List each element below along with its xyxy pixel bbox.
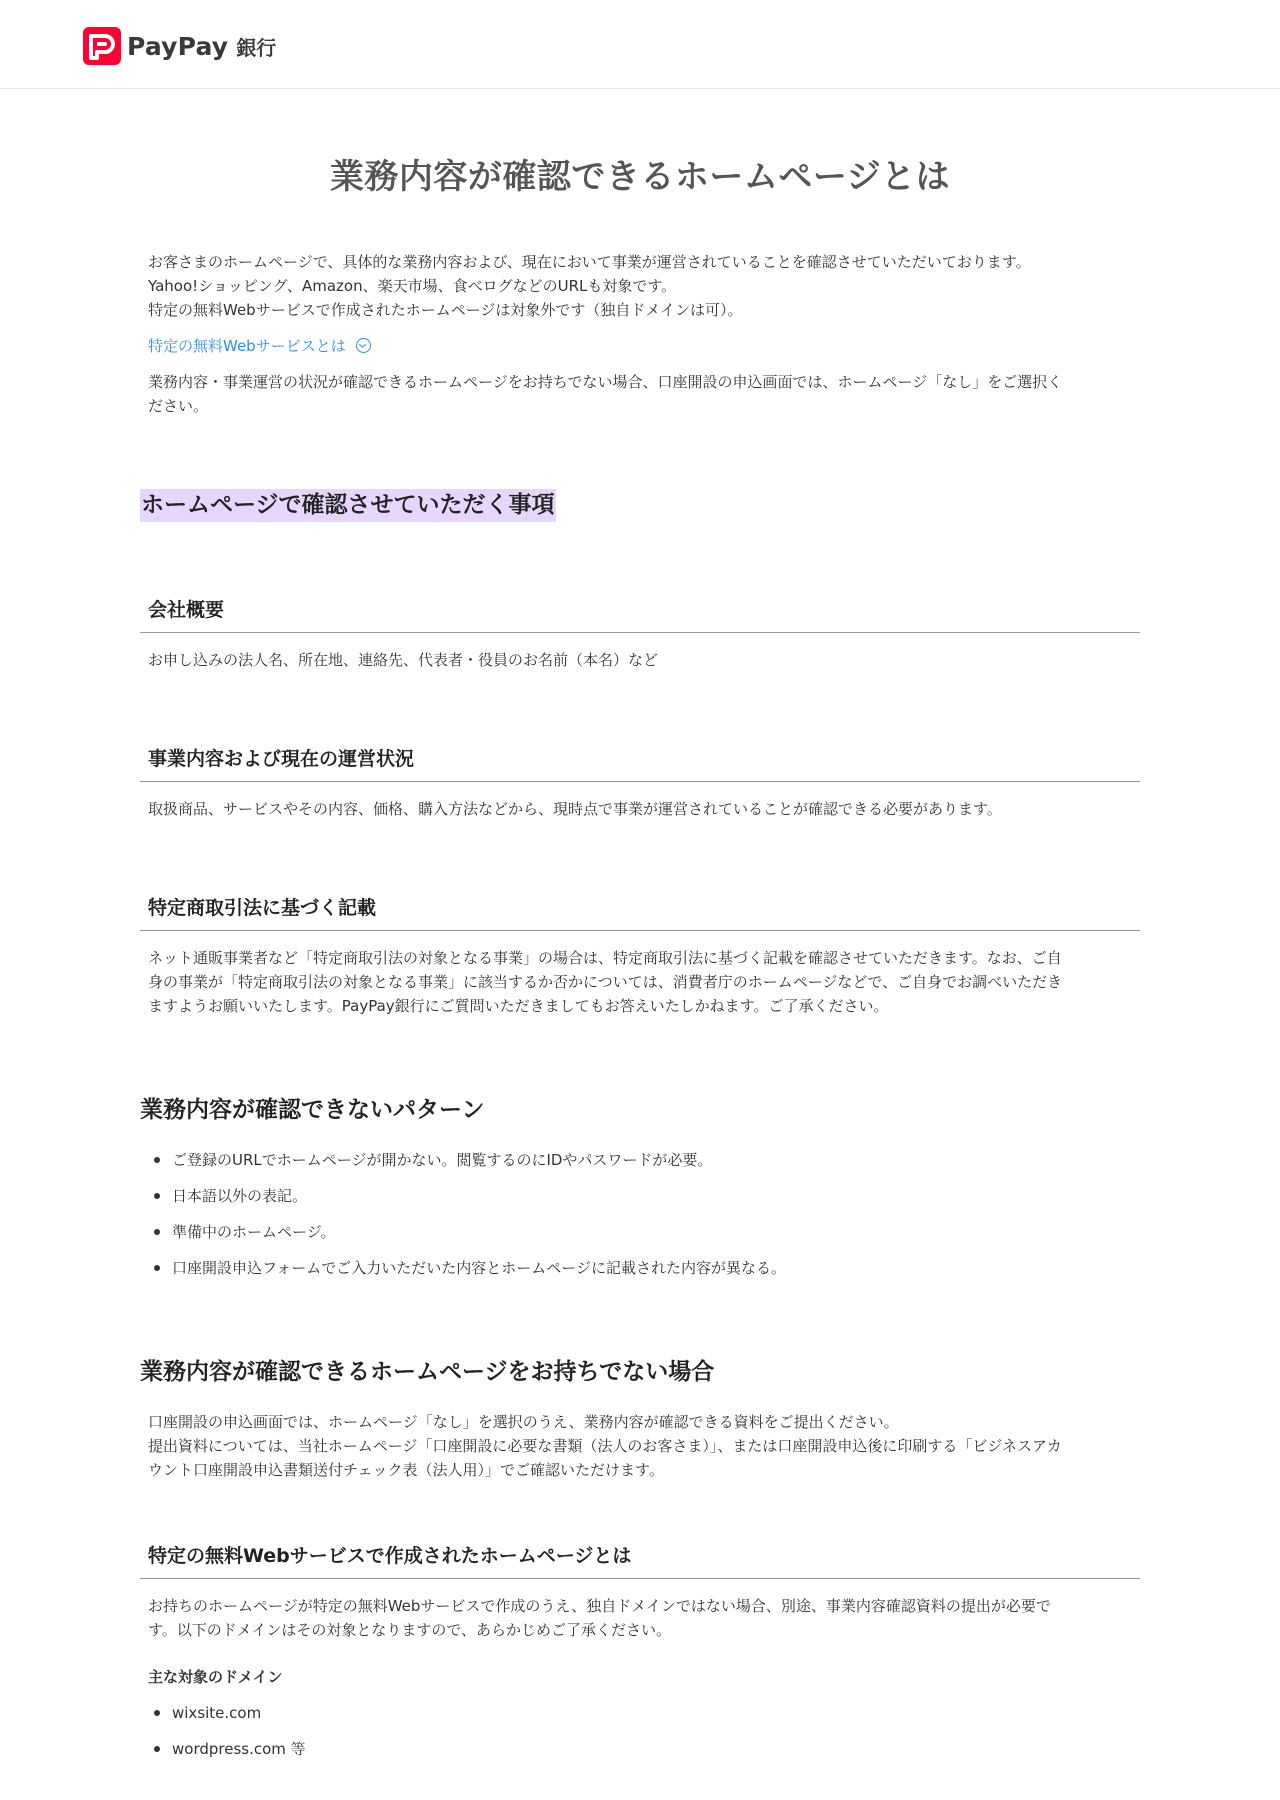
no-homepage-heading: 業務内容が確認できるホームページをお持ちでない場合 <box>140 1359 715 1385</box>
section-heading-business-status: 事業内容および現在の運営状況 <box>140 744 1140 782</box>
chevron-down-circle-icon <box>356 338 371 353</box>
list-item: wordpress.com 等 <box>148 1737 306 1773</box>
domains-list <box>148 1701 306 1773</box>
toggle-label: 特定の無料Webサービスとは <box>148 337 346 355</box>
list-item: ご登録のURLでホームページが開かない。閲覧するのにIDやパスワードが必要。 <box>148 1148 786 1184</box>
check-items-heading: ホームページで確認させていただく事項 <box>140 489 556 522</box>
section-text-commercial-law <box>148 946 1143 1018</box>
text-line: 提出資料については、当社ホームページ「口座開設に必要な書類（法人のお客さま）」、または口座開設申込後に印刷する「ビジネスアカ <box>148 1437 1062 1455</box>
free-web-heading: 特定の無料Webサービスで作成されたホームページとは <box>140 1541 1140 1579</box>
section-line: ますようお願いいたします。PayPay銀行にご質問いただきましてもお答えいたしかねます。ご了承ください。 <box>148 997 889 1015</box>
free-web-service-toggle[interactable] <box>148 335 371 356</box>
paypay-bank-logo[interactable] <box>83 27 276 65</box>
logo-subtext: 銀行 <box>236 35 277 60</box>
section-text-company-overview <box>148 648 1138 672</box>
site-header <box>0 0 1280 89</box>
section-heading-company-overview: 会社概要 <box>140 595 1140 633</box>
intro-line: お客さまのホームページで、具体的な業務内容および、現在において事業が運営されていることを確認させていただいております。 <box>148 253 1031 271</box>
text-line: 口座開設の申込画面では、ホームページ「なし」を選択のうえ、業務内容が確認できる資料をご提出ください。 <box>148 1413 899 1431</box>
paypay-logo-icon <box>83 27 121 65</box>
no-homepage-text <box>148 1410 1143 1482</box>
text-line: ウント口座開設申込書類送付チェック表（法人用）」でご確認いただけます。 <box>148 1461 664 1479</box>
free-web-text <box>148 1594 1143 1642</box>
intro-paragraph <box>148 250 1138 322</box>
section-text-business-status <box>148 797 1138 821</box>
section-line: 取扱商品、サービスやその内容、価格、購入方法などから、現時点で事業が運営されていることが確認できる必要があります。 <box>148 800 1002 818</box>
list-item: 日本語以外の表記。 <box>148 1184 786 1220</box>
section-line: ネット通販事業者など「特定商取引法の対象となる事業」の場合は、特定商取引法に基づく記載を確認させていただきます。なお、ご自 <box>148 949 1062 967</box>
note-line: ださい。 <box>148 397 209 415</box>
not-confirmable-list <box>148 1148 786 1292</box>
intro-note <box>148 370 1138 418</box>
section-line: 身の事業が「特定商取引法の対象となる事業」に該当するか否かについては、消費者庁のホームページなどで、ご自身でお調べいただき <box>148 973 1063 991</box>
page-title: 業務内容が確認できるホームページとは <box>329 157 951 197</box>
section-line: お申し込みの法人名、所在地、連絡先、代表者・役員のお名前（本名）など <box>148 651 659 669</box>
intro-line: Yahoo!ショッピング、Amazon、楽天市場、食べログなどのURLも対象です。 <box>148 277 677 295</box>
domains-label: 主な対象のドメイン <box>148 1668 283 1686</box>
note-line: 業務内容・事業運営の状況が確認できるホームページをお持ちでない場合、口座開設の申込画面では、ホームページ「なし」をご選択く <box>148 373 1063 391</box>
logo-text: PayPay <box>127 31 229 61</box>
section-heading-commercial-law: 特定商取引法に基づく記載 <box>140 893 1140 931</box>
not-confirmable-heading: 業務内容が確認できないパターン <box>140 1097 485 1123</box>
list-item: 準備中のホームページ。 <box>148 1220 786 1256</box>
intro-line: 特定の無料Webサービスで作成されたホームページは対象外です（独自ドメインは可）。 <box>148 301 743 319</box>
text-line: お持ちのホームページが特定の無料Webサービスで作成のうえ、独自ドメインではない場合、別途、事業内容確認資料の提出が必要で <box>148 1597 1051 1615</box>
text-line: す。以下のドメインはその対象となりますので、あらかじめご了承ください。 <box>148 1621 672 1639</box>
list-item: wixsite.com <box>148 1701 306 1737</box>
list-item: 口座開設申込フォームでご入力いただいた内容とホームページに記載された内容が異なる。 <box>148 1256 786 1292</box>
